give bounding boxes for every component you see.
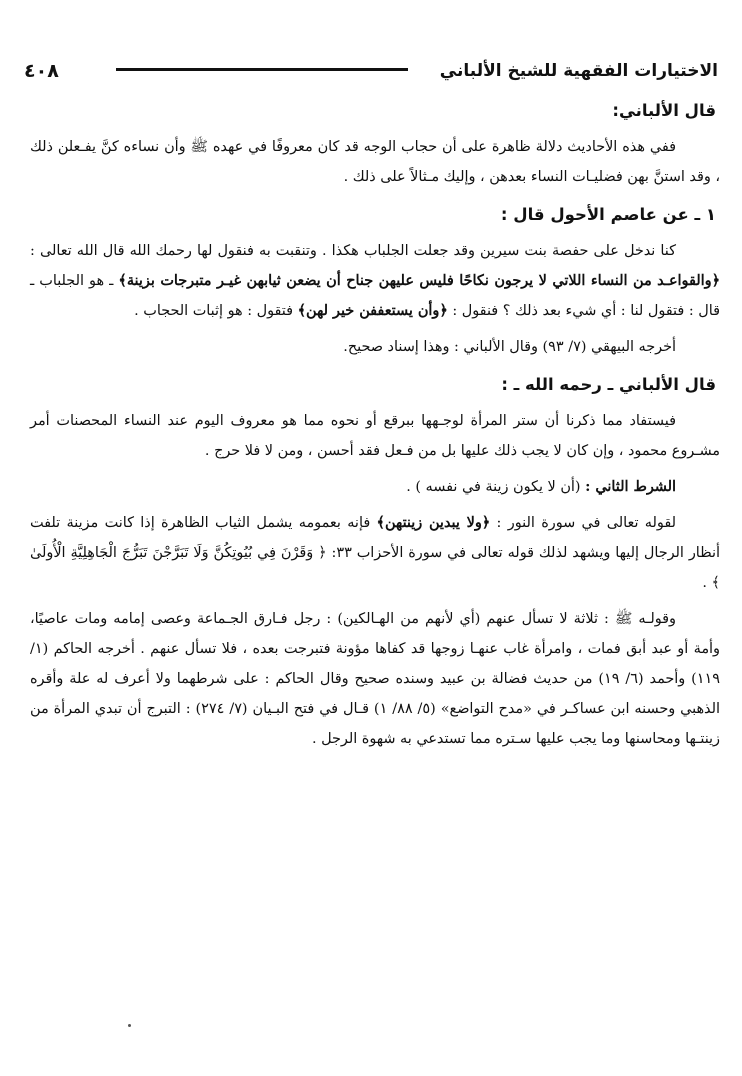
- condition-text: (أن لا يكون زينة في نفسه ) .: [406, 479, 586, 495]
- narration-text: ـ هو الجلباب ـ قال : فتقول لنا : أي شيء بعد ذلك ؟ فنقول :: [30, 273, 720, 319]
- running-title: الاختيارات الفقهية للشيخ الألباني: [439, 61, 718, 81]
- section-heading: قال الألباني ـ رحمه الله ـ :: [501, 375, 716, 394]
- condition-line: [30, 472, 720, 502]
- section-heading: قال الألباني:: [612, 101, 716, 120]
- paragraph-hadith: وقولـه ﷺ : ثلاثة لا تسأل عنهم (أي لأنهم من الهـالكين) : رجل فـارق الجـماعة وعصى إمامه ومات عاصيًا، وأمة أو عبد أبق فمات ، وامرأة غاب عنهـا زوجها قد كفاها مؤونة فتبرجت بعده ، فلا تسأل عنهم . أخرجه الحاكم (١/ ١١٩) وأحمد (٦/ ١٩) من حديث فضالة بن عبيد وسنده صحيح وقال الحاكم : على شرطهما ولا أعرف له علة وأقره الذهبي وحسنه ابن عساكـر في «مدح التواضع» (٥/ ٨٨/ ١) قـال في فتح البـيان (٧/ ٢٧٤) : التبرج أن تبدي المرأة من زينتـها ومحاسنها وما يجب عليها سـتره مما تستدعي به شهوة الرجل .: [30, 611, 720, 747]
- paragraph-citation: أخرجه البيهقي (٧/ ٩٣) وقال الألباني : وهذا إسناد صحيح.: [343, 339, 676, 355]
- paragraph-narration: [30, 236, 720, 326]
- quran-quote: ﴿ولا يبدين زينتهن﴾: [376, 514, 491, 531]
- print-speck: [128, 1024, 131, 1027]
- section-heading: ١ ـ عن عاصم الأحول قال :: [500, 205, 716, 224]
- quran-quote: ﴿وأن يستعففن خير لهن﴾: [297, 302, 448, 319]
- condition-label: الشرط الثاني :: [585, 478, 676, 495]
- quran-quote: ﴿والقواعـد من النساء اللاتي لا يرجون نكاحًا فليس عليهن جناح أن يضعن ثيابهن غيـر متبرجات بزينة﴾: [118, 272, 721, 289]
- page-header: [24, 58, 718, 90]
- paragraph: ففي هذه الأحاديث دلالة ظاهرة على أن حجاب الوجه قد كان معروفًا في عهده ﷺ وأن نساءه كنَّ يفـعلن ذلك ، وقد استنَّ بهن فضليـات النساء بعدهن ، وإليك مـثالاً على ذلك .: [30, 139, 720, 185]
- paragraph: فيستفاد مما ذكرنا أن ستر المرأة لوجـهها ببرقع أو نحوه مما هو معروف اليوم عند النساء المحصنات أمر مشـروع محمود ، وإن كان لا يجب ذلك عليها بل من فـعل فقد أحسن ، ومن لا فلا حرج .: [30, 413, 720, 459]
- paragraph-text: لقوله تعالى في سورة النور :: [490, 515, 676, 531]
- page-body: [30, 94, 720, 754]
- narration-text: فتقول : هو إثبات الحجاب .: [134, 303, 298, 319]
- page-number: ٤٠٨: [24, 60, 59, 82]
- narration-text: كنا ندخل على حفصة بنت سيرين وقد جعلت الجلباب هكذا . وتنقبت به فنقول لها رحمك الله قال الله تعالى :: [30, 243, 676, 259]
- header-rule: [116, 68, 408, 71]
- paragraph: [30, 508, 720, 598]
- paragraph-text: فإنه بعمومه يشمل الثياب الظاهرة إذا كانت مزينة تلفت أنظار الرجال إليها ويشهد لذلك قوله تعالى في سورة الأحزاب ٣٣: ﴿ وَقَرْنَ فِي بُيُوتِكُنَّ وَلَا تَبَرَّجْنَ تَبَرُّجَ الْجَاهِلِيَّةِ الْأُولَىٰ ﴾ .: [30, 515, 720, 591]
